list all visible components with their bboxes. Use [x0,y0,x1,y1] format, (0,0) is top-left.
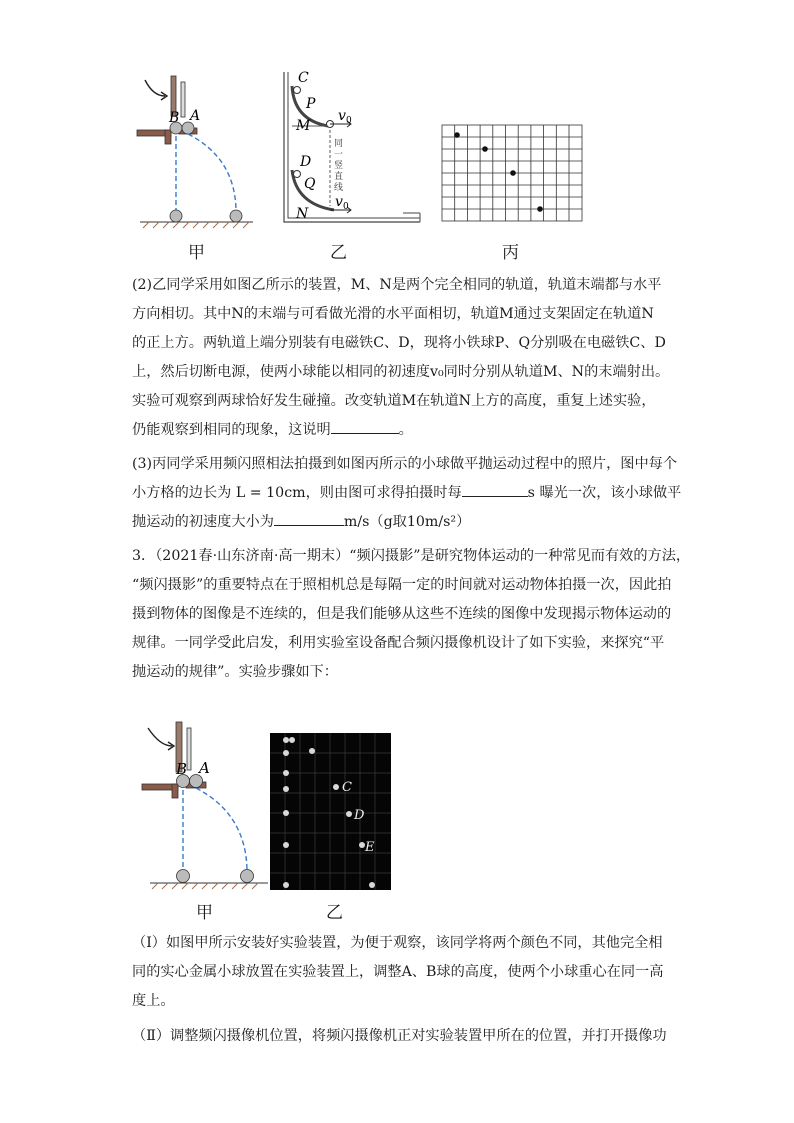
q2-line-2: 方向相切。其中N的末端与可看做光滑的水平面相切，轨道M通过支架固定在轨道N [132,306,654,322]
q2-line-3: 的正上方。两轨道上端分别装有电磁铁C、D，现将小铁球P、Q分别吸在电磁铁C、D [132,335,666,351]
label-p: P [306,96,316,112]
q2-last-suffix: 。 [398,422,413,438]
q2-line-4: 上，然后切断电源，使两小球能以相同的初速度v₀同时分别从轨道M、N的末端射出。 [132,364,670,380]
arrow-icon [145,80,165,96]
caption-yi-2: 乙 [326,903,343,923]
label-d-2: D [354,808,365,823]
label-d: D [300,154,312,170]
vertical-note-3: 直 [334,172,344,182]
vertical-note-2: 竖 [334,161,344,171]
p3-line-1: 3．（2021春·山东济南·高一期末）“频闪摄影”是研究物体运动的一种常见而有效的方法， [132,548,691,564]
q2-line-6 [132,419,413,439]
figure-bing-grid [441,124,583,222]
label-a-2: A [199,759,210,777]
q3-line3-suffix: m/s（g取10m/s²） [343,514,471,530]
label-c-2: C [342,780,352,795]
label-e-2: E [365,840,375,855]
label-m: M [296,118,311,134]
q3-line-3 [132,511,470,531]
vertical-note-1: 一 [334,150,344,160]
label-v0-bot-sub: 0 [343,202,349,212]
label-b-2: B [176,760,188,778]
p3-line-3: 摄到物体的图像是不连续的，但是我们能够从这些不连续的图像中发现揭示物体运动的 [132,606,672,622]
q3-line2-suffix: s 曝光一次，该小球做平 [527,485,682,501]
q3-line-2 [132,482,681,502]
caption-jia-2: 甲 [196,903,213,923]
step-line-2: 同的实心金属小球放置在实验装置上，调整A、B球的高度，使两个小球重心在同一高 [132,964,664,980]
caption-yi: 乙 [330,243,347,263]
answer-blank-3[interactable] [274,513,344,526]
p3-line-2: “频闪摄影”的重要特点在于照相机总是每隔一定的时间就对运动物体拍摄一次，因此拍 [132,577,672,593]
caption-jia: 甲 [188,243,205,263]
q2-line-1: (2)乙同学采用如图乙所示的装置，M、N是两个完全相同的轨道，轨道末端都与水平 [132,277,662,293]
step-line-1: （Ⅰ）如图甲所示安装好实验装置，为便于观察，该同学将两个颜色不同，其他完全相 [132,935,663,951]
answer-blank-2[interactable] [462,484,528,497]
label-v0-bot: v [335,194,343,210]
vertical-note-4: 线 [334,183,344,193]
label-v0-top-sub: 0 [346,116,352,126]
figure-yi-flash-photo [270,733,391,890]
q3-line-1: (3)丙同学采用频闪照相法拍摄到如图丙所示的小球做平抛运动过程中的照片，图中每个 [132,456,678,472]
flash-point-1 [454,132,460,138]
label-c: C [298,70,309,86]
step-line-3: 度上。 [132,993,175,1009]
answer-blank-1[interactable] [331,421,399,434]
flash-point-4 [537,206,543,212]
figure-jia-apparatus [135,68,255,233]
p3-line-5: 抛运动的规律”。实验步骤如下： [132,664,338,680]
q3-line2-prefix: 小方格的边长为 L = 10cm，则由图可求得拍摄时每 [132,485,462,501]
p3-line-4: 规律。一同学受此启发，利用实验室设备配合频闪摄像机设计了如下实验，来探究“平 [132,635,665,651]
q2-last-prefix: 仍能观察到相同的现象，这说明 [132,422,331,438]
step-line-4: （Ⅱ）调整频闪摄像机位置，将频闪摄像机正对实验装置甲所在的位置，并打开摄像功 [132,1028,667,1044]
q3-line3-prefix: 抛运动的初速度大小为 [132,514,274,530]
label-v0-top: v [338,108,346,124]
label-q: Q [304,176,316,192]
flash-point-2 [482,146,488,152]
label-b: B [169,110,180,126]
caption-bing: 丙 [502,243,519,263]
label-a: A [190,108,201,124]
q2-line-5: 实验可观察到两球恰好发生碰撞。改变轨道M在轨道N上方的高度，重复上述实验， [132,393,656,409]
figure-jia-apparatus-2 [140,718,270,893]
figure-yi-tracks [278,68,428,228]
flash-point-3 [510,170,516,176]
label-n: N [296,206,309,222]
vertical-note-0: 同 [334,139,344,149]
arrow-icon [148,728,172,746]
